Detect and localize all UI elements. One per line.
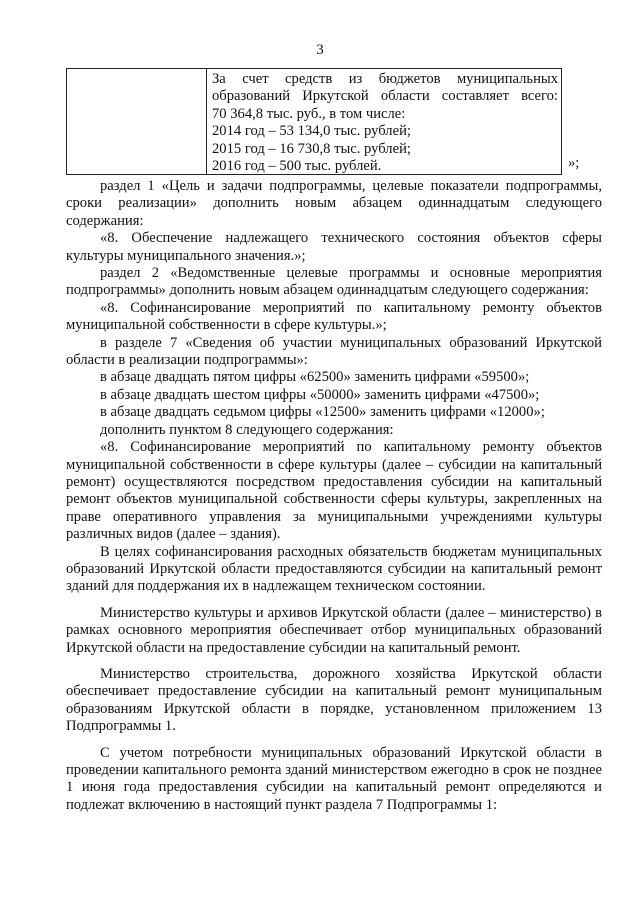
paragraph: Министерство строительства, дорожного хозяйства Иркутской области обеспечивает предоставление субсидии на капитальный ремонт муниципальным образованиям Иркутской области в порядке, установленном приложением 13 Подпрограммы 1. [66, 665, 602, 735]
paragraph: «8. Софинансирование мероприятий по капитальному ремонту объектов муниципальной собственности в сфере культуры.»; [66, 299, 602, 334]
paragraph: в абзаце двадцать шестом цифры «50000» заменить цифрами «47500»; [100, 386, 540, 403]
paragraph: раздел 2 «Ведомственные целевые программы и основные мероприятия подпрограммы» дополнить новым абзацем одиннадцатым следующего содержания: [66, 265, 602, 299]
funding-cell [212, 71, 558, 175]
funding-line: 2016 год – 500 тыс. рублей. [212, 158, 382, 175]
paragraph: дополнить пунктом 8 следующего содержания: [100, 421, 394, 438]
paragraph: С учетом потребности муниципальных образований Иркутской области в проведении капитального ремонта зданий министерством ежегодно в срок не позднее 1 июня года предоставления субсидии на капитальный ремонт определяются и подлежат включению в настоящий пункт раздела 7 Подпрограммы 1: [66, 744, 602, 813]
paragraph: в абзаце двадцать седьмом цифры «12500» заменить цифрами «12000»; [100, 404, 545, 421]
table-column-divider [206, 69, 207, 175]
paragraph: Министерство культуры и архивов Иркутской области (далее – министерство) в рамках основного мероприятия обеспечивает отбор муниципальных образований Иркутской области на предоставление субсидии на капитальный ремонт. [66, 604, 602, 656]
paragraph: в разделе 7 «Сведения об участии муниципальных образований Иркутской области в реализации подпрограммы»: [66, 334, 602, 369]
funding-line: За счет средств из бюджетов муниципальных [212, 71, 558, 87]
funding-line: 2015 год – 16 730,8 тыс. рублей; [212, 140, 411, 157]
table-bottom-border [67, 174, 561, 175]
paragraph: «8. Софинансирование мероприятий по капитальному ремонту объектов муниципальной собственности в сфере культуры (далее – субсидии на капитальный ремонт) осуществляются посредством предоставления субсидии на капитальный ремонт объектов муниципальной собственности сферы культуры, закрепленных на праве оперативного управления за муниципальными учреждениями культуры различных видов (далее – здания). [66, 439, 602, 543]
paragraph: раздел 1 «Цель и задачи подпрограммы, целевые показатели подпрограммы, сроки реализации» дополнить новым абзацем одиннадцатым следующего содержания: [66, 178, 602, 229]
paragraph: «8. Обеспечение надлежащего технического состояния объектов сферы культуры муниципального значения.»; [66, 230, 602, 264]
paragraph: в абзаце двадцать пятом цифры «62500» заменить цифрами «59500»; [100, 369, 530, 386]
funding-line: 2014 год – 53 134,0 тыс. рублей; [212, 123, 411, 140]
document-body [66, 178, 602, 814]
funding-line: образований Иркутской области составляет всего: [212, 88, 558, 105]
paragraph: В целях софинансирования расходных обязательств бюджетам муниципальных образований Иркутской области предоставляются субсидии на капитальный ремонт зданий для поддержания их в надлежащем техническом состоянии. [66, 543, 602, 595]
funding-line: 70 364,8 тыс. руб., в том числе: [212, 105, 406, 122]
closing-quote: »; [568, 155, 580, 171]
page-number: 3 [316, 42, 324, 58]
funding-table [66, 68, 562, 175]
